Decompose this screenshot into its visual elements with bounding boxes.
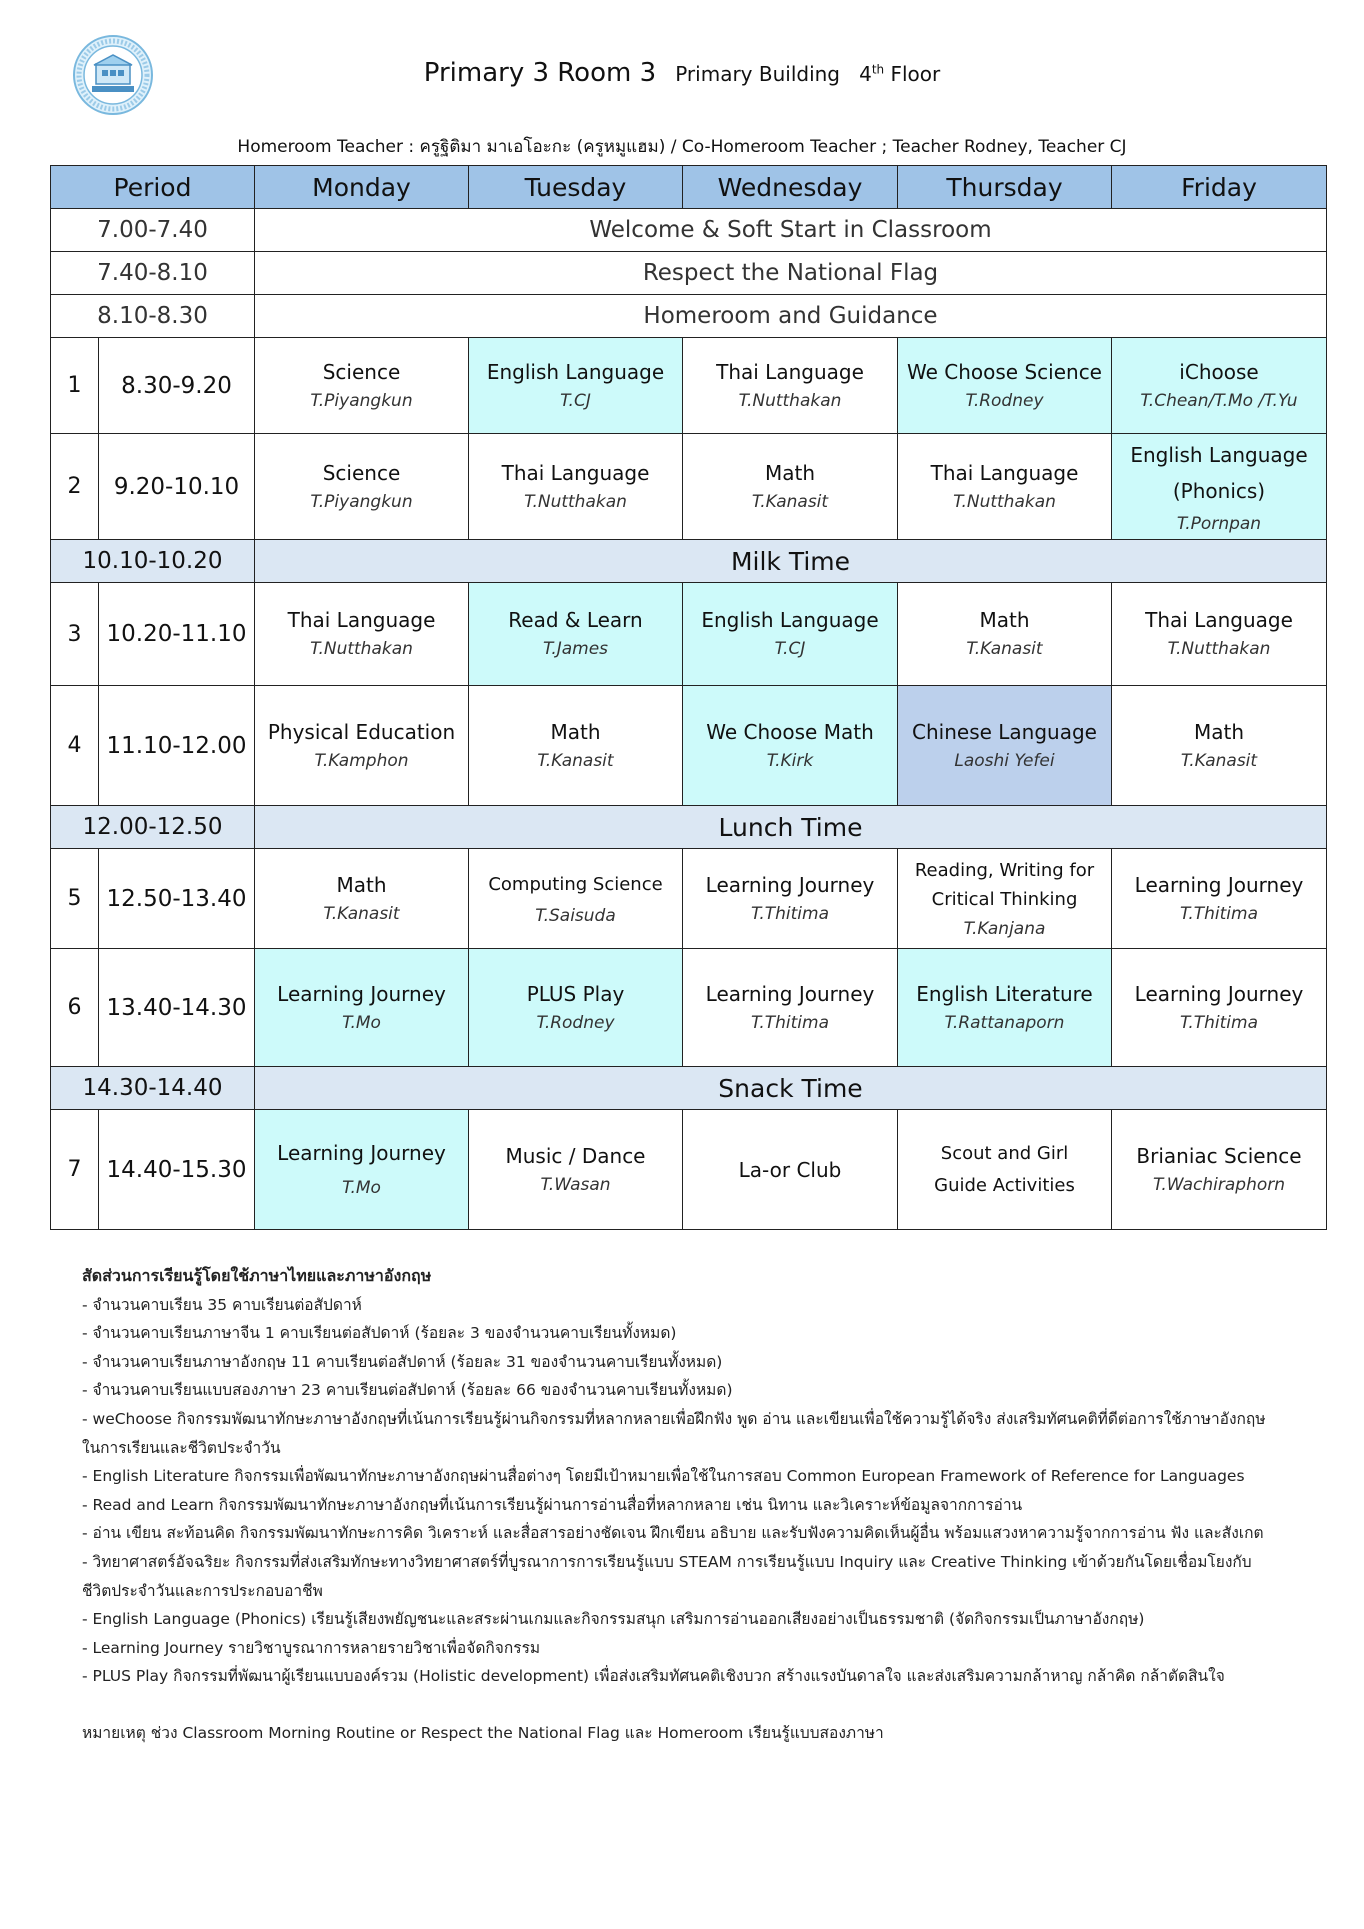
note-line: - English Language (Phonics) เรียนรู้เสียงพยัญชนะและสระผ่านเกมและกิจกรรมสนุก เสริมการอ่านออกเสียงอย่างเป็นธรรมชาติ (จัดกิจกรรมเป็นภาษาอังกฤษ) — [82, 1610, 1145, 1629]
header-thursday: Thursday — [898, 166, 1112, 209]
period-time: 14.40-15.30 — [99, 1110, 255, 1230]
period-number: 6 — [51, 949, 99, 1067]
subject-name: Math — [979, 608, 1030, 632]
period-time: 11.10-12.00 — [99, 686, 255, 806]
teacher-name: T.James — [542, 639, 609, 659]
break-row — [51, 1067, 1327, 1110]
class-cell — [1112, 949, 1327, 1067]
header-tuesday: Tuesday — [469, 166, 683, 209]
period-row-5 — [51, 849, 1327, 949]
subject-name: Math — [764, 460, 816, 485]
teacher-name: T.Piyangkun — [310, 491, 413, 512]
subject-name: We Choose Math — [706, 719, 874, 744]
class-cell — [469, 1110, 683, 1230]
class-cell — [1112, 583, 1327, 686]
teacher-name: T.Nutthakan — [310, 639, 413, 659]
teacher-name: T.Mo — [342, 1012, 381, 1033]
teacher-name: T.Mo — [342, 1177, 381, 1198]
period-time: 12.50-13.40 — [99, 849, 255, 949]
class-cell — [255, 686, 469, 806]
break-row — [51, 806, 1327, 849]
slot-time: 7.40-8.10 — [51, 252, 255, 295]
subject-name: iChoose — [1179, 359, 1259, 384]
note-line: - Learning Journey รายวิชาบูรณาการหลายรายวิชาเพื่อจัดกิจกรรม — [82, 1638, 541, 1657]
teacher-name: T.Piyangkun — [310, 390, 413, 411]
period-row-1 — [51, 338, 1327, 434]
period-row-2 — [51, 434, 1327, 540]
teacher-name: T.Kanasit — [966, 639, 1043, 659]
teacher-name: T.Chean/T.Mo /T.Yu — [1140, 390, 1298, 411]
class-cell — [1112, 686, 1327, 806]
header-period: Period — [51, 166, 255, 209]
note-line: - วิทยาศาสตร์อัจฉริยะ กิจกรรมที่ส่งเสริมทักษะทางวิทยาศาสตร์ที่บูรณาการการเรียนรู้แบบ STEAM การเรียนรู้แบบ Inquiry และ Creative Thinking เข้าด้วยกันโดยเชื่อมโยงกับ — [82, 1552, 1252, 1571]
teacher-name: T.Rodney — [536, 1012, 615, 1033]
class-cell — [255, 434, 469, 540]
teacher-name: T.Rattanaporn — [944, 1012, 1065, 1033]
period-number: 1 — [51, 338, 99, 434]
header-row — [51, 166, 1327, 209]
timetable — [50, 165, 1327, 1230]
class-cell — [683, 434, 898, 540]
remark-note: หมายเหตุ ช่วง Classroom Morning Routine or Respect the National Flag และ Homeroom เรียนรู้แบบสองภาษา — [82, 1723, 884, 1742]
subject-name: Science — [322, 359, 401, 384]
break-label: Lunch Time — [255, 806, 1327, 849]
subject-name: Music / Dance — [505, 1143, 646, 1168]
subject-name: Learning Journey — [1134, 872, 1304, 897]
note-line: ในการเรียนและชีวิตประจำวัน — [82, 1438, 281, 1457]
header-friday: Friday — [1112, 166, 1327, 209]
class-cell — [683, 849, 898, 949]
slot-time: 7.00-7.40 — [51, 209, 255, 252]
note-line: - จำนวนคาบเรียน 35 คาบเรียนต่อสัปดาห์ — [82, 1295, 362, 1314]
class-cell — [469, 949, 683, 1067]
subject-name: English Literature — [916, 981, 1093, 1006]
slot-time: 8.10-8.30 — [51, 295, 255, 338]
class-cell — [898, 1110, 1112, 1230]
period-row-7 — [51, 1110, 1327, 1230]
class-cell — [469, 338, 683, 434]
note-line: - อ่าน เขียน สะท้อนคิด กิจกรรมพัฒนาทักษะการคิด วิเคราะห์ และสื่อสารอย่างชัดเจน ฝึกเขียน อธิบาย และรับฟังความคิดเห็นผู้อื่น พร้อมแสวงหาความรู้จากการอ่าน ฟัง และสังเกต — [82, 1524, 1264, 1543]
subject-name: Brianiac Science — [1136, 1143, 1302, 1168]
homeroom-teachers: Homeroom Teacher : ครูฐิติมา มาเอโอะกะ (ครูหมูแฮม) / Co-Homeroom Teacher ; Teacher Rodney, Teacher CJ — [237, 137, 1127, 157]
period-time: 8.30-9.20 — [99, 338, 255, 434]
teacher-name: T.Kanasit — [323, 903, 400, 924]
period-number: 3 — [51, 583, 99, 686]
note-line: - Read and Learn กิจกรรมพัฒนาทักษะภาษาอังกฤษที่เน้นการเรียนรู้ผ่านการอ่านสื่อที่หลากหลาย เช่น นิทาน และวิเคราะห์ข้อมูลจากการอ่าน — [82, 1495, 1023, 1514]
teacher-name: T.Thitima — [1179, 903, 1259, 924]
subject-name-line2: Guide Activities — [934, 1174, 1075, 1196]
table-row — [51, 209, 1327, 252]
break-label: Milk Time — [255, 540, 1327, 583]
note-line: - จำนวนคาบเรียนแบบสองภาษา 23 คาบเรียนต่อสัปดาห์ (ร้อยละ 66 ของจำนวนคาบเรียนทั้งหมด) — [82, 1381, 733, 1400]
period-time: 9.20-10.10 — [99, 434, 255, 540]
class-cell — [683, 686, 898, 806]
slot-activity: Welcome & Soft Start in Classroom — [255, 209, 1327, 252]
header-wednesday: Wednesday — [683, 166, 898, 209]
teacher-name: T.Kanasit — [1180, 750, 1258, 771]
class-cell — [1112, 1110, 1327, 1230]
table-row — [51, 252, 1327, 295]
note-line: - weChoose กิจกรรมพัฒนาทักษะภาษาอังกฤษที่เน้นการเรียนรู้ผ่านกิจกรรมที่หลากหลายเพื่อฝึกฟัง พูด อ่าน และเขียนเพื่อใช้ความรู้ได้จริง ส่งเสริมทัศนคติที่ดีต่อการใช้ภาษาอังกฤษ — [82, 1409, 1266, 1428]
note-line: ชีวิตประจำวันและการประกอบอาชีพ — [82, 1581, 323, 1600]
subject-name: Chinese Language — [912, 719, 1097, 744]
teacher-name: T.Thitima — [750, 903, 830, 924]
class-cell — [683, 949, 898, 1067]
break-time: 14.30-14.40 — [51, 1067, 255, 1110]
teacher-name: T.Kanasit — [751, 491, 829, 512]
subject-name: Learning Journey — [705, 981, 875, 1006]
subject-name: Learning Journey — [1134, 981, 1304, 1006]
period-row-4 — [51, 686, 1327, 806]
teacher-name: T.Wasan — [540, 1174, 611, 1195]
subject-name: Thai Language — [1145, 608, 1293, 632]
period-time: 13.40-14.30 — [99, 949, 255, 1067]
class-cell — [255, 338, 469, 434]
floor-label: 4th Floor — [859, 62, 941, 86]
class-cell — [1112, 338, 1327, 434]
subject-name: Physical Education — [267, 719, 456, 744]
class-cell — [255, 1110, 469, 1230]
subject-name: English Language — [701, 608, 879, 632]
class-cell — [898, 338, 1112, 434]
subject-name: Learning Journey — [705, 872, 875, 897]
teacher-name: T.Kamphon — [314, 750, 409, 771]
class-cell — [255, 949, 469, 1067]
building-name: Primary Building — [675, 62, 840, 86]
subject-name: English Language — [1130, 442, 1308, 467]
class-cell — [898, 583, 1112, 686]
subject-name: Computing Science — [488, 873, 663, 895]
subject-name: PLUS Play — [526, 981, 625, 1006]
slot-activity: Homeroom and Guidance — [255, 295, 1327, 338]
teacher-name: T.Kanasit — [537, 750, 614, 771]
period-row-3 — [51, 583, 1327, 686]
class-cell — [255, 849, 469, 949]
subject-name: Scout and Girl — [940, 1142, 1069, 1164]
teacher-name: T.Kanjana — [963, 918, 1046, 939]
teacher-name: T.Pornpan — [1176, 513, 1262, 534]
class-title: Primary 3 Room 3 — [423, 58, 657, 88]
note-line: - จำนวนคาบเรียนภาษาอังกฤษ 11 คาบเรียนต่อสัปดาห์ (ร้อยละ 31 ของจำนวนคาบเรียนทั้งหมด) — [82, 1352, 723, 1371]
break-time: 10.10-10.20 — [51, 540, 255, 583]
subject-name: English Language — [486, 359, 665, 384]
teacher-name: T.CJ — [774, 639, 806, 659]
class-cell — [255, 583, 469, 686]
period-time: 10.20-11.10 — [99, 583, 255, 686]
subject-name: Reading, Writing for — [914, 859, 1095, 881]
subject-name-line2: Critical Thinking — [931, 888, 1078, 910]
slot-activity: Respect the National Flag — [255, 252, 1327, 295]
period-number: 4 — [51, 686, 99, 806]
note-line: - English Literature กิจกรรมเพื่อพัฒนาทักษะภาษาอังกฤษผ่านสื่อต่างๆ โดยมีเป้าหมายเพื่อใช้ในการสอบ Common European Framework of Reference for Languages — [82, 1467, 1245, 1486]
teacher-name: T.Saisuda — [535, 905, 616, 926]
teacher-name: T.Wachiraphorn — [1152, 1174, 1286, 1195]
teacher-name: T.Thitima — [1179, 1012, 1259, 1033]
class-cell — [469, 434, 683, 540]
subject-name: Math — [1193, 719, 1245, 744]
class-cell — [898, 849, 1112, 949]
class-cell — [1112, 849, 1327, 949]
header-monday: Monday — [255, 166, 469, 209]
teacher-name: T.Nutthakan — [953, 491, 1056, 512]
table-row — [51, 295, 1327, 338]
class-cell — [898, 686, 1112, 806]
subject-name: Thai Language — [930, 460, 1079, 485]
subject-name: Thai Language — [287, 608, 436, 632]
subject-name: La-or Club — [738, 1157, 842, 1182]
teacher-name: T.Nutthakan — [738, 390, 842, 411]
teacher-name: T.Nutthakan — [524, 491, 627, 512]
notes-heading: สัดส่วนการเรียนรู้โดยใช้ภาษาไทยและภาษาอังกฤษ — [82, 1266, 432, 1285]
class-cell — [898, 949, 1112, 1067]
subject-name: Read & Learn — [508, 608, 643, 632]
subject-name: Thai Language — [501, 460, 650, 485]
class-cell — [469, 849, 683, 949]
subject-name-line2: (Phonics) — [1172, 478, 1266, 503]
class-cell — [469, 583, 683, 686]
notes-section — [82, 1262, 1302, 1748]
teacher-name: T.Nutthakan — [1167, 639, 1271, 659]
class-cell — [683, 338, 898, 434]
subject-name: We Choose Science — [907, 359, 1102, 384]
period-number: 5 — [51, 849, 99, 949]
class-cell — [1112, 434, 1327, 540]
teacher-name: T.Rodney — [965, 390, 1044, 411]
teacher-name: T.Thitima — [750, 1012, 830, 1033]
note-line: - PLUS Play กิจกรรมที่พัฒนาผู้เรียนแบบองค์รวม (Holistic development) เพื่อส่งเสริมทัศนคติเชิงบวก สร้างแรงบันดาลใจ และส่งเสริมความกล้าหาญ กล้าคิด กล้าตัดสินใจ — [82, 1667, 1225, 1686]
class-cell — [683, 1110, 898, 1230]
teacher-name: T.Kirk — [766, 750, 814, 771]
teacher-name: Laoshi Yefei — [954, 750, 1055, 771]
class-cell — [898, 434, 1112, 540]
period-row-6 — [51, 949, 1327, 1067]
page-title — [0, 58, 1364, 88]
break-time: 12.00-12.50 — [51, 806, 255, 849]
teacher-name: T.CJ — [560, 390, 591, 411]
subject-name: Math — [336, 872, 387, 897]
class-cell — [469, 686, 683, 806]
period-number: 2 — [51, 434, 99, 540]
subject-name: Math — [550, 719, 601, 744]
break-label: Snack Time — [255, 1067, 1327, 1110]
subject-name: Learning Journey — [277, 1140, 446, 1165]
subject-name: Learning Journey — [277, 981, 446, 1006]
subject-name: Thai Language — [716, 359, 864, 384]
period-number: 7 — [51, 1110, 99, 1230]
break-row — [51, 540, 1327, 583]
subject-name: Science — [322, 460, 401, 485]
note-line: - จำนวนคาบเรียนภาษาจีน 1 คาบเรียนต่อสัปดาห์ (ร้อยละ 3 ของจำนวนคาบเรียนทั้งหมด) — [82, 1324, 677, 1343]
class-cell — [683, 583, 898, 686]
